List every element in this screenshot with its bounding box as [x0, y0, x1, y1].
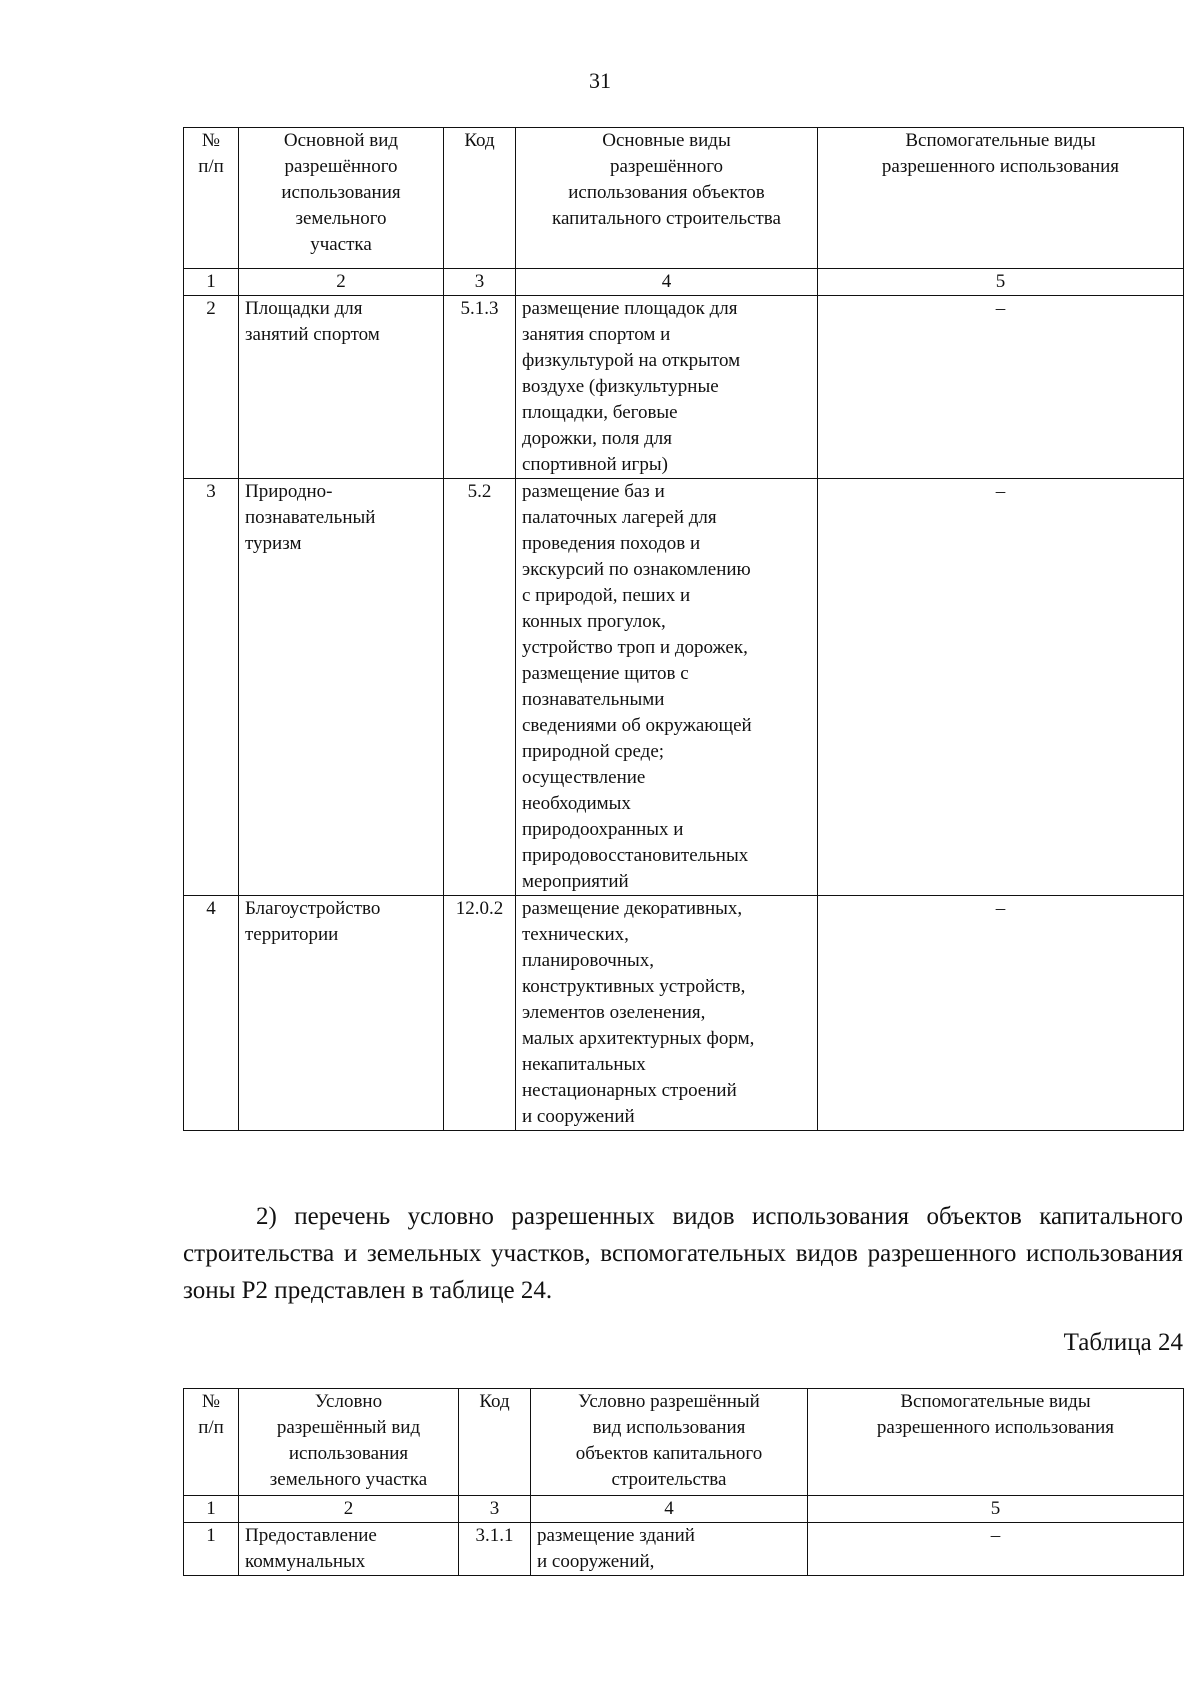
column-number-row [184, 1496, 1184, 1523]
table-row [184, 479, 1184, 896]
header-main-uses [516, 128, 818, 269]
land-use-type: Площадки для занятий спортом [239, 296, 444, 479]
row-number: 2 [184, 296, 239, 479]
table-header-row [184, 128, 1184, 269]
land-use-table-main [183, 127, 1184, 1131]
table-header-row [184, 1389, 1184, 1496]
auxiliary-use: – [818, 296, 1184, 479]
header-main-uses-text: Основные виды разрешённого использования объектов капитального строительства [552, 130, 781, 229]
column-number: 3 [444, 269, 516, 296]
conditional-use-description: размещение зданий и сооружений, [531, 1523, 808, 1576]
header-land-use-type-text: Основной вид разрешённого использования земельного участка [281, 130, 401, 255]
land-use-type: Природно- познавательный туризм [239, 479, 444, 896]
header-code-text: Код [479, 1391, 510, 1412]
header-code [459, 1389, 531, 1496]
header-land-use-type-text: Условно разрешённый вид использования земельного участка [269, 1391, 428, 1490]
header-number [184, 128, 239, 269]
main-use-description: размещение декоративных, технических, планировочных, конструктивных устройств, элементов озеленения, малых архитектурных форм, некапитальных нестационарных строений и сооружений [516, 896, 818, 1131]
column-number: 5 [818, 269, 1184, 296]
column-number: 4 [516, 269, 818, 296]
column-number: 3 [459, 1496, 531, 1523]
land-use-type: Предоставление коммунальных [239, 1523, 459, 1576]
column-number: 2 [239, 269, 444, 296]
main-use-description: размещение баз и палаточных лагерей для проведения походов и экскурсий по ознакомлению с природой, пеших и конных прогулок, устройство троп и дорожек, размещение щитов с познавательными сведениями об окружающей природной среде; осуществление необходимых природоохранных и природовосстановительных мероприятий [516, 479, 818, 896]
land-use-type: Благоустройство территории [239, 896, 444, 1131]
page-number: 31 [589, 68, 611, 93]
header-conditional-uses [531, 1389, 808, 1496]
header-auxiliary-uses [808, 1389, 1184, 1496]
column-number: 2 [239, 1496, 459, 1523]
header-code-text: Код [464, 130, 495, 151]
row-number: 3 [184, 479, 239, 896]
header-number-text: № п/п [198, 130, 224, 177]
header-auxiliary-uses [818, 128, 1184, 269]
use-code: 12.0.2 [444, 896, 516, 1131]
header-auxiliary-uses-text: Вспомогательные виды разрешенного использования [881, 130, 1120, 177]
main-use-description: размещение площадок для занятия спортом и физкультурой на открытом воздухе (физкультурные площадки, беговые дорожки, поля для спортивной игры) [516, 296, 818, 479]
header-number [184, 1389, 239, 1496]
header-number-text: № п/п [198, 1391, 224, 1438]
column-number: 4 [531, 1496, 808, 1523]
body-paragraph: 2) перечень условно разрешенных видов использования объектов капитального строительства и земельных участков, вспомогательных видов разрешенного использования зоны Р2 представлен в таблице 24. [183, 1203, 1183, 1304]
use-code: 3.1.1 [459, 1523, 531, 1576]
use-code: 5.2 [444, 479, 516, 896]
column-number-row [184, 269, 1184, 296]
header-code [444, 128, 516, 269]
auxiliary-use: – [808, 1523, 1184, 1576]
header-land-use-type [239, 1389, 459, 1496]
column-number: 5 [808, 1496, 1184, 1523]
column-number: 1 [184, 1496, 239, 1523]
table-row [184, 1523, 1184, 1576]
header-land-use-type [239, 128, 444, 269]
header-auxiliary-uses-text: Вспомогательные виды разрешенного использования [876, 1391, 1115, 1438]
column-number: 1 [184, 269, 239, 296]
use-code: 5.1.3 [444, 296, 516, 479]
row-number: 4 [184, 896, 239, 1131]
row-number: 1 [184, 1523, 239, 1576]
table-row [184, 896, 1184, 1131]
conditional-use-table [183, 1388, 1184, 1576]
table-caption: Таблица 24 [1063, 1329, 1183, 1356]
table-row [184, 296, 1184, 479]
auxiliary-use: – [818, 479, 1184, 896]
header-conditional-uses-text: Условно разрешённый вид использования объектов капитального строительства [575, 1391, 763, 1490]
auxiliary-use: – [818, 896, 1184, 1131]
